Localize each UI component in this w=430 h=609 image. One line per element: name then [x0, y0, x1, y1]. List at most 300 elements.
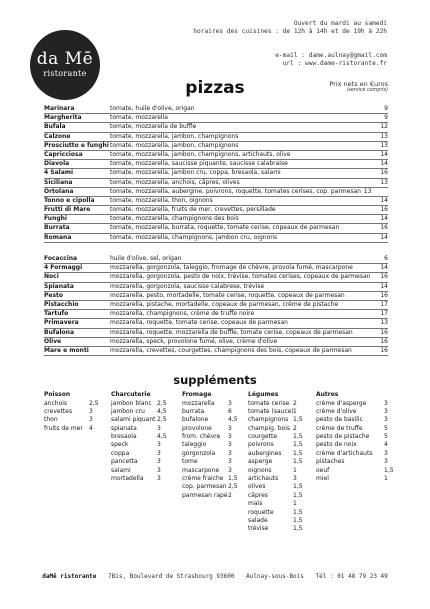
- supplement-name: taleggio: [182, 441, 207, 449]
- supplement-name: salami: [111, 466, 131, 474]
- footer: [0, 573, 430, 580]
- supplement-name: pesto de basilic: [316, 416, 363, 424]
- supplement-name: mortadella: [111, 475, 144, 483]
- supplement-name: crème d'artichauts: [316, 449, 373, 457]
- logo-subtitle: ristorante: [43, 69, 87, 78]
- menu-row: [44, 188, 388, 197]
- menu-row: [44, 273, 388, 282]
- pizza-name: Marinara: [44, 105, 75, 112]
- pizza-name: Frutti di Mare: [44, 206, 91, 214]
- supplement-name: salami piquant: [111, 416, 156, 424]
- footer-brand: daMē ristorante: [42, 573, 97, 580]
- pizza-name: Burrata: [44, 224, 70, 232]
- supplement-price: 3: [384, 416, 388, 424]
- footer-address: 7Bis, Boulevard de Strasbourg 93600: [108, 573, 235, 580]
- supplement-price: 3: [228, 399, 232, 407]
- supplement-price: 1,5: [293, 491, 303, 499]
- prices-note: [329, 80, 388, 94]
- supplement-price: 1,5: [293, 433, 303, 441]
- pizza-price: 16: [380, 346, 388, 354]
- supplement-price: 1,5: [384, 466, 394, 474]
- supplement-price: 2: [293, 399, 297, 407]
- supplement-name: pistaches: [316, 458, 345, 466]
- supplement-name: olives: [248, 483, 266, 491]
- pizza-price: 9: [384, 114, 388, 122]
- supplement-name: asperge: [248, 458, 273, 466]
- supplement-name: crème fraiche: [182, 475, 224, 483]
- pizza-ingredients-text: mozzarella, pesto, mortadelle, tomate cerise, roquette, copeaux de parmesan: [110, 291, 345, 299]
- pizza-ingredients-text: tomate, mozzarella, jambon cru, coppa, bresaola, salami: [110, 169, 281, 177]
- supplement-price: 3: [228, 458, 232, 466]
- pizza-price: 9: [384, 105, 388, 112]
- supplement-item: [44, 416, 93, 424]
- supplement-item: [316, 424, 388, 433]
- supplement-price: 2,5: [89, 399, 99, 407]
- supplement-name: aubergines: [248, 449, 282, 457]
- supplement-price: 3: [384, 458, 388, 466]
- supplement-name: salade: [248, 516, 268, 524]
- pizza-ingredients-text: mozzarella, gorgonzola, pesto de noix, trévise, tomates cerises, copeaux de parmesan: [110, 273, 371, 281]
- supplement-price: 4,5: [157, 433, 167, 441]
- menu-row: [44, 329, 388, 338]
- supplement-price: 3: [157, 441, 161, 449]
- supplement-name: parmesan rapé: [182, 491, 228, 499]
- menu-row: [44, 142, 388, 151]
- supplement-category: Fromage: [182, 391, 212, 398]
- pizza-ingredients: [110, 169, 281, 177]
- pizza-ingredients: [110, 123, 196, 131]
- menu-row: [44, 123, 388, 132]
- supplement-name: pesto de noix: [316, 441, 357, 449]
- supplement-item: [182, 491, 232, 500]
- pizza-ingredients: [110, 310, 254, 318]
- supplement-price: 1,5: [293, 483, 303, 491]
- supplement-name: roquette: [248, 508, 274, 516]
- pizza-price: 13: [363, 187, 372, 195]
- supplement-name: champig. bois: [248, 424, 290, 432]
- pizza-ingredients: [110, 264, 353, 272]
- supplement-item: [248, 407, 297, 416]
- supplement-price: 2: [228, 491, 232, 499]
- menu-row: [44, 215, 388, 224]
- supplement-item: [182, 399, 232, 408]
- supplement-name: crème de truffe: [316, 424, 363, 432]
- pizza-ingredients-text: tomate, mozzarella: [110, 114, 168, 122]
- supplement-item: [111, 458, 161, 466]
- supplement-price: 3: [157, 449, 161, 457]
- supplement-name: tomate cerise: [248, 399, 290, 407]
- supplement-price: 2,5: [157, 399, 167, 407]
- supplement-price: 3: [228, 466, 232, 474]
- pizza-name: Siciliana: [44, 178, 73, 186]
- supplement-price: 3: [228, 424, 232, 432]
- pizza-ingredients-text: tomate, mozzarella, champignons, jambon cru, oignons: [110, 233, 278, 241]
- supplement-column: [111, 391, 167, 483]
- pizza-ingredients-text: mozzarella, roquette, mozzarella de buffle, tomate cerise, copeaux de parmesan: [110, 328, 353, 336]
- pizza-list-white: [44, 255, 388, 356]
- supplement-item: [111, 399, 167, 408]
- pizza-name: Olive: [44, 337, 62, 345]
- pizza-ingredients-text: mozzarella, speck, provolone fumé, olive, crème d'olive: [110, 337, 278, 345]
- supplement-name: speck: [111, 441, 129, 449]
- pizza-name: Spianata: [44, 282, 74, 290]
- supplement-column: [316, 391, 394, 483]
- pizza-ingredients: [110, 292, 345, 300]
- supplement-name: tomate (sauce): [248, 407, 294, 415]
- pizza-price: 16: [380, 328, 388, 336]
- menu-row: [44, 347, 388, 356]
- pizza-name: Margherita: [44, 114, 82, 122]
- pizza-ingredients: [110, 319, 288, 327]
- pizza-name: Capricciosa: [44, 150, 83, 158]
- supplement-name: spianata: [111, 424, 137, 432]
- supplement-item: [248, 516, 303, 525]
- supplement-item: [111, 424, 161, 433]
- supplement-name: from. chèvre: [182, 433, 221, 441]
- footer-city: Aulnay-sous-Bois: [246, 573, 304, 580]
- menu-row: [44, 264, 388, 273]
- supplement-price: 4: [384, 441, 388, 449]
- supplement-name: bufalone: [182, 416, 209, 424]
- supplement-item: [316, 407, 388, 416]
- supplement-item: [182, 407, 232, 416]
- pizza-ingredients-text: mozzarella, gorgonzola, taleggio, fromage de chèvre, provola fumé, mascarpone: [110, 264, 353, 272]
- pizza-price: 14: [380, 282, 388, 290]
- supplement-item: [182, 449, 232, 458]
- pizza-ingredients-text: tomate, mozzarella, jambon, champignons: [110, 132, 239, 140]
- supplement-name: crème d'asperge: [316, 399, 367, 407]
- pizza-ingredients: [110, 347, 352, 355]
- supplement-name: oignons: [248, 466, 272, 474]
- supplement-price: 4,5: [157, 407, 167, 415]
- pizza-ingredients: [110, 329, 353, 337]
- pizza-ingredients-text: tomate, mozzarella de buffle: [110, 123, 197, 131]
- supplement-name: courgette: [248, 433, 278, 441]
- pizza-name: Prosciutto e funghi: [44, 141, 109, 149]
- supplement-name: mozzarella: [182, 399, 215, 407]
- pizza-ingredients-text: tomate, mozzarella, jambon, champignons: [110, 141, 239, 149]
- pizza-ingredients: [110, 179, 240, 187]
- pizza-price: 14: [380, 264, 388, 272]
- pizza-ingredients-text: tomate, mozzarella, saucisse piquante, saucisse calabraise: [110, 160, 288, 168]
- pizza-name: Bufala: [44, 123, 66, 131]
- pizza-name: Focaccina: [44, 255, 78, 262]
- supplement-column: [182, 391, 238, 500]
- opening-hours: [193, 20, 387, 36]
- menu-row: [44, 283, 388, 292]
- menu-row: [44, 292, 388, 301]
- supplement-price: 1: [293, 500, 297, 508]
- pizza-ingredients: [110, 283, 264, 291]
- supplement-item: [182, 433, 232, 441]
- pizza-ingredients-text: mozzarella, gorgonzola, saucisse calabrese, trévise: [110, 282, 265, 290]
- supplement-item: [316, 441, 388, 449]
- supplement-item: [111, 449, 161, 458]
- supplement-item: [182, 424, 232, 433]
- menu-row: [44, 206, 388, 215]
- supplement-price: 1: [293, 466, 297, 474]
- pizza-price: 16: [380, 273, 388, 281]
- pizza-ingredients: [110, 151, 290, 159]
- menu-row: [44, 255, 388, 264]
- supplement-name: provolone: [182, 424, 212, 432]
- pizza-ingredients-text: tomate, mozzarella, jambon, champignons, artichauts, olive: [110, 150, 291, 158]
- pizza-ingredients-text: tomate, huile d'olive, origan: [110, 105, 195, 112]
- supplement-price: 5: [384, 433, 388, 441]
- supplement-item: [248, 475, 297, 483]
- supplement-name: anchois: [44, 399, 68, 407]
- supplement-name: pesto de pistache: [316, 433, 370, 441]
- pizza-name: Tartufo: [44, 310, 69, 318]
- supplement-price: 3: [89, 407, 93, 415]
- pizza-price: 17: [380, 310, 388, 318]
- supplement-item: [111, 475, 161, 483]
- pizza-price: 16: [380, 169, 388, 177]
- supplement-item: [182, 475, 238, 483]
- supplement-price: 1,5: [293, 525, 303, 533]
- supplement-name: mascarpone: [182, 466, 220, 474]
- supplement-item: [248, 399, 297, 408]
- pizza-ingredients: [110, 215, 239, 223]
- pizza-price: 12: [380, 123, 388, 131]
- supplement-price: 2,5: [157, 416, 167, 424]
- pizza-price: 6: [384, 255, 388, 262]
- contact-url: url : www.dame-ristorante.fr: [282, 60, 387, 67]
- supplement-price: 3: [228, 449, 232, 457]
- supplement-name: burrata: [182, 407, 205, 415]
- menu-row: [44, 114, 388, 123]
- pizza-name: Bufalona: [44, 328, 75, 336]
- pizza-list-tomato: [44, 105, 388, 243]
- supplement-name: coppa: [111, 449, 130, 457]
- pizza-ingredients-text: tomate, mozzarella, burrata, roquette, tomate cerise, copeaux de parmesan: [110, 224, 340, 232]
- pizza-price: 17: [380, 300, 388, 308]
- supplement-price: 1,5: [293, 508, 303, 516]
- prices-note-line1: Prix nets en €uros: [329, 80, 388, 88]
- pizza-price: 16: [380, 337, 388, 345]
- supplement-item: [182, 483, 238, 491]
- opening-days: Ouvert du mardi au samedi: [293, 20, 387, 27]
- supplement-item: [248, 525, 303, 533]
- supplement-item: [316, 458, 388, 466]
- supplement-price: 3: [228, 433, 232, 441]
- pizza-ingredients-text: tomate, mozzarella, anchois, câpres, olives: [110, 178, 240, 186]
- supplement-column: [44, 391, 99, 433]
- supplement-price: 3: [228, 441, 232, 449]
- menu-row: [44, 160, 388, 169]
- menu-row: [44, 151, 388, 160]
- pizza-ingredients: [110, 105, 195, 113]
- supplement-price: 3: [384, 399, 388, 407]
- menu-row: [44, 338, 388, 347]
- page-title: pizzas: [185, 78, 245, 98]
- pizza-ingredients: [110, 114, 168, 122]
- supplement-price: 1,5: [293, 516, 303, 524]
- pizza-price: 16: [380, 291, 388, 299]
- supplement-price: 6: [228, 407, 232, 415]
- supplement-name: trévise: [248, 525, 269, 533]
- pizza-price: 13: [380, 132, 388, 140]
- pizza-name: 4 Formaggi: [44, 264, 83, 272]
- supplement-price: 3: [157, 475, 161, 483]
- supplement-item: [248, 433, 303, 441]
- supplement-price: 1,5: [293, 416, 303, 424]
- pizza-price: 13: [380, 319, 388, 327]
- pizza-price: 16: [380, 206, 388, 214]
- pizza-ingredients: [110, 338, 277, 346]
- supplement-price: 5: [384, 424, 388, 432]
- pizza-price: 13: [380, 141, 388, 149]
- pizza-ingredients: [110, 206, 276, 214]
- supplement-price: 1,5: [293, 441, 303, 449]
- supplement-price: 3: [157, 458, 161, 466]
- menu-row: [44, 319, 388, 328]
- pizza-name: Pesto: [44, 291, 64, 299]
- supplement-item: [111, 433, 167, 441]
- supplement-item: [248, 458, 303, 466]
- supplement-name: miel: [316, 475, 329, 483]
- supplement-name: câpres: [248, 491, 268, 499]
- pizza-price: 14: [380, 150, 388, 158]
- pizza-name: Pistacchio: [44, 300, 79, 308]
- supplement-name: oeuf: [316, 466, 330, 474]
- pizza-name: Ortolana: [44, 187, 74, 195]
- supplement-item: [44, 424, 93, 433]
- supplement-category: Autres: [316, 391, 339, 398]
- supplement-name: cop. parmesan: [182, 483, 227, 491]
- supplement-item: [316, 416, 388, 424]
- supplement-item: [248, 466, 297, 475]
- pizza-ingredients: [110, 273, 370, 281]
- menu-row: [44, 224, 388, 233]
- pizza-ingredients-text: mozzarella, champignons, crème de truffe noire: [110, 310, 255, 318]
- supplement-item: [316, 433, 388, 441]
- menu-row: [44, 105, 388, 114]
- supplement-item: [248, 441, 303, 449]
- supplement-price: 3: [89, 416, 93, 424]
- supplement-price: 2: [293, 424, 297, 432]
- supplement-item: [182, 416, 238, 424]
- supplement-item: [316, 399, 388, 408]
- pizza-ingredients: [110, 160, 288, 168]
- supplement-name: artichauts: [248, 475, 279, 483]
- supplement-column: [248, 391, 303, 534]
- supplement-name: champignons: [248, 416, 289, 424]
- supplement-item: [182, 458, 232, 466]
- supplement-price: 1: [384, 475, 388, 483]
- supplement-item: [44, 399, 99, 408]
- pizza-price: 14: [380, 160, 388, 168]
- pizza-name: 4 Salami: [44, 169, 74, 177]
- supplement-item: [248, 508, 303, 517]
- pizza-ingredients-text: mozzarella, pistache, mortadelle, copeaux de parmesan, crème de pistache: [110, 300, 339, 308]
- supplement-item: [111, 407, 167, 416]
- supplement-item: [316, 475, 388, 483]
- pizza-ingredients: [110, 197, 213, 205]
- menu-row: [44, 301, 388, 310]
- supplement-item: [44, 407, 93, 416]
- supplement-item: [248, 449, 303, 458]
- pizza-ingredients-text: tomate, mozzarella, aubergine, poivrons, roquette, tomates cerises, cop. parmesan: [110, 187, 361, 195]
- contact-email: e-mail : dame.aulnay@gmail.com: [275, 52, 387, 59]
- contact-info: [275, 52, 387, 68]
- pizza-ingredients: [110, 301, 338, 309]
- pizza-name: Primavera: [44, 319, 79, 327]
- pizza-ingredients: [110, 188, 372, 196]
- supplement-price: 1: [293, 407, 297, 415]
- prices-note-line2: (service compris): [346, 88, 388, 93]
- supplement-name: jambon cru: [111, 407, 145, 415]
- supplement-name: pancetta: [111, 458, 138, 466]
- supplement-name: crème d'olive: [316, 407, 357, 415]
- supplement-name: gorgonzola: [182, 449, 216, 457]
- supplement-price: 3: [384, 407, 388, 415]
- pizza-ingredients: [110, 234, 277, 242]
- pizza-name: Tonno e cipolla: [44, 196, 95, 204]
- supplement-name: tome: [182, 458, 198, 466]
- supplement-item: [182, 466, 232, 475]
- supplement-item: [182, 441, 232, 449]
- pizza-ingredients: [110, 142, 238, 150]
- supplement-name: poivrons: [248, 441, 274, 449]
- pizza-price: 14: [380, 215, 388, 223]
- kitchen-hours: horaires des cuisines : de 12h à 14h et de 19h à 22h: [193, 28, 387, 35]
- menu-row: [44, 179, 388, 188]
- supplement-item: [248, 491, 303, 500]
- supplement-price: 4: [89, 424, 93, 432]
- supplement-name: maïs: [248, 500, 263, 508]
- pizza-ingredients-text: mozzarella, crevettes, courgettes, champignons des bois, copeaux de parmesan: [110, 346, 352, 354]
- supplements-title: suppléments: [173, 373, 257, 387]
- menu-row: [44, 133, 388, 142]
- pizza-ingredients-text: tomate, mozzarella, fruits de mer, crevettes, persillade: [110, 206, 276, 214]
- supplement-price: 1,5: [228, 475, 238, 483]
- pizza-price: 16: [380, 224, 388, 232]
- footer-phone: Tél : 01 48 79 23 49: [315, 573, 388, 580]
- supplement-item: [111, 441, 161, 449]
- supplement-item: [248, 500, 297, 508]
- pizza-ingredients: [110, 133, 238, 141]
- menu-row: [44, 169, 388, 178]
- supplement-item: [111, 416, 167, 424]
- pizza-ingredients-text: tomate, mozzarella, thon, oignons: [110, 196, 213, 204]
- pizza-name: Romana: [44, 233, 72, 241]
- supplement-price: 1,5: [293, 458, 303, 466]
- supplement-name: crevettes: [44, 407, 73, 415]
- pizza-name: Calzone: [44, 132, 71, 140]
- pizza-name: Funghi: [44, 215, 67, 223]
- supplement-price: 3: [293, 475, 297, 483]
- pizza-ingredients-text: mozzarella, roquette, tomate cerise, copeaux de parmesan: [110, 319, 288, 327]
- supplement-item: [248, 424, 297, 433]
- pizza-price: 14: [380, 233, 388, 241]
- supplement-price: 3: [384, 449, 388, 457]
- supplement-price: 3: [157, 424, 161, 432]
- supplement-item: [316, 466, 394, 475]
- pizza-ingredients: [110, 224, 339, 232]
- supplement-name: thon: [44, 416, 58, 424]
- logo-name: da Mē: [36, 49, 94, 69]
- pizza-name: Diavola: [44, 160, 70, 168]
- menu-row: [44, 234, 388, 243]
- supplement-price: 4,5: [228, 416, 238, 424]
- menu-row: [44, 310, 388, 319]
- supplement-category: Légumes: [248, 391, 279, 398]
- supplement-category: Charcuterie: [111, 391, 151, 398]
- supplement-category: Poisson: [44, 391, 71, 398]
- supplement-name: bresaola: [111, 433, 137, 441]
- supplement-price: 1,5: [293, 449, 303, 457]
